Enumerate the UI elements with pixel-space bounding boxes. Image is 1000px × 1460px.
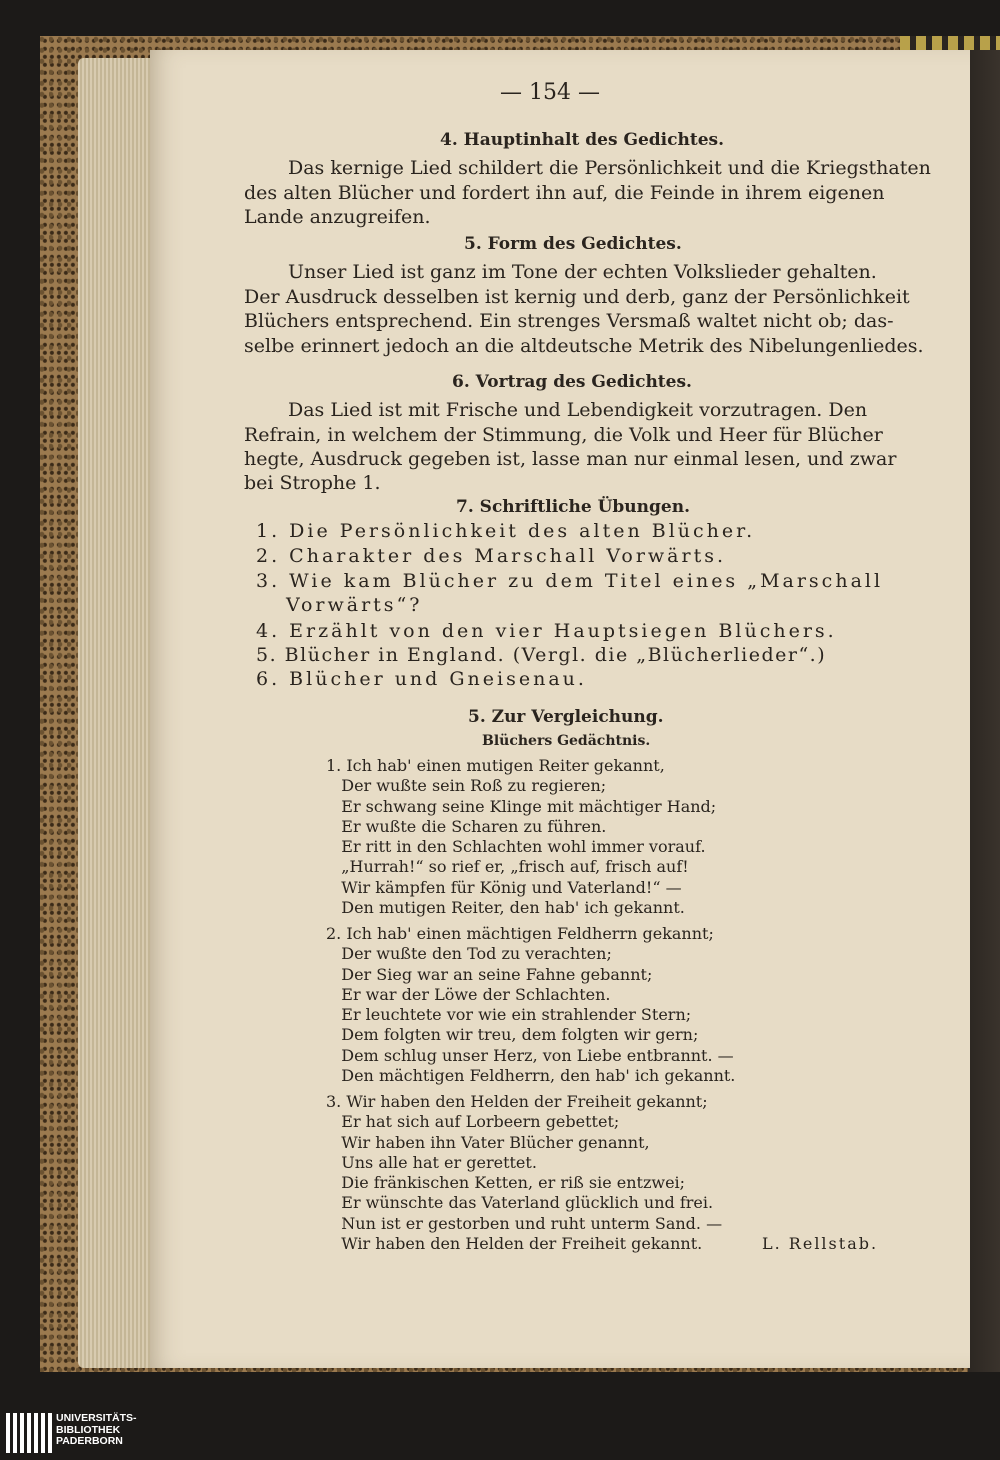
exercise-item: 2. Charakter des Marschall Vorwärts. xyxy=(256,545,727,567)
book-right-edge xyxy=(968,50,1000,1372)
footer-bar xyxy=(0,1410,1000,1460)
paragraph-line: Unser Lied ist ganz im Tone der echten Volkslieder gehalten. xyxy=(288,261,877,283)
library-name xyxy=(56,1413,137,1448)
page-number: — 154 — xyxy=(500,80,600,105)
library-name-line: PADERBORN xyxy=(56,1435,123,1447)
spine-strip xyxy=(900,36,1000,50)
poem-stanza-1: 1. Ich hab' einen mutigen Reiter gekannt, Der wußte sein Roß zu regieren; Er schwang seine Klinge mit mächtiger Hand; Er wußte die Scharen zu führen. Er ritt in den Schlachten wohl immer vorauf. „Hurrah!“ so rief er, „frisch auf, frisch auf! Wir kämpfen für König und Vaterland!“ — Den mutigen Reiter, den hab' ich gekannt. xyxy=(326,756,717,918)
exercise-item: 6. Blücher und Gneisenau. xyxy=(256,668,587,690)
heading-main-content: 4. Hauptinhalt des Gedichtes. xyxy=(440,130,725,150)
paragraph-line: des alten Blücher und fordert ihn auf, die Feinde in ihrem eigenen xyxy=(244,182,885,204)
poem-stanza-3: 3. Wir haben den Helden der Freiheit gekannt; Er hat sich auf Lorbeern gebettet; Wir haben ihn Vater Blücher genannt, Uns alle hat er gerettet. Die fränkischen Ketten, er riß sie entzwei; Er wünschte das Vaterland glücklich und frei. Nun ist er gestorben und ruht unterm Sand. — Wir haben den Helden der Freiheit gekannt. xyxy=(326,1092,723,1254)
poem-stanza-2: 2. Ich hab' einen mächtigen Feldherrn gekannt; Der wußte den Tod zu verachten; Der Sieg war an seine Fahne gebannt; Er war der Löwe der Schlachten. Er leuchtete vor wie ein strahlender Stern; Dem folgten wir treu, dem folgten wir gern; Dem schlug unser Herz, von Liebe entbrannt. — Den mächtigen Feldherrn, den hab' ich gekannt. xyxy=(326,924,736,1086)
paragraph-line: Das kernige Lied schildert die Persönlichkeit und die Kriegsthaten xyxy=(288,157,931,179)
library-name-line: UNIVERSITÄTS- xyxy=(56,1412,137,1424)
paragraph-line: Refrain, in welchem der Stimmung, die Volk und Heer für Blücher xyxy=(244,424,883,446)
library-logo-icon xyxy=(6,1413,52,1453)
paragraph-line: Der Ausdruck desselben ist kernig und derb, ganz der Persönlichkeit xyxy=(244,286,910,308)
exercise-item: 3. Wie kam Blücher zu dem Titel eines „Marschall xyxy=(256,570,884,592)
paragraph-line: Das Lied ist mit Frische und Lebendigkeit vorzutragen. Den xyxy=(288,399,868,421)
paragraph-line: Blüchers entsprechend. Ein strenges Versmaß waltet nicht ob; das- xyxy=(244,310,894,332)
paragraph-line: bei Strophe 1. xyxy=(244,472,381,494)
exercise-item: 5. Blücher in England. (Vergl. die „Blücherlieder“.) xyxy=(256,644,827,666)
poem-title: Blüchers Gedächtnis. xyxy=(482,733,651,749)
heading-recital: 6. Vortrag des Gedichtes. xyxy=(452,372,692,392)
exercise-item: 1. Die Persönlichkeit des alten Blücher. xyxy=(256,520,756,542)
heading-exercises: 7. Schriftliche Übungen. xyxy=(456,497,691,517)
exercise-item-continued: Vorwärts“? xyxy=(286,594,423,616)
library-name-line: BIBLIOTHEK xyxy=(56,1423,121,1436)
paragraph-line: Lande anzugreifen. xyxy=(244,206,431,228)
paragraph-line: hegte, Ausdruck gegeben ist, lasse man nur einmal lesen, und zwar xyxy=(244,448,897,470)
heading-comparison: 5. Zur Vergleichung. xyxy=(468,707,664,727)
paragraph-line: selbe erinnert jedoch an die altdeutsche Metrik des Nibelungenliedes. xyxy=(244,335,924,357)
page-stack-edges xyxy=(78,58,158,1368)
heading-form: 5. Form des Gedichtes. xyxy=(464,234,682,254)
poem-author: L. Rellstab. xyxy=(762,1234,879,1253)
exercise-item: 4. Erzählt von den vier Hauptsiegen Blüchers. xyxy=(256,620,837,642)
